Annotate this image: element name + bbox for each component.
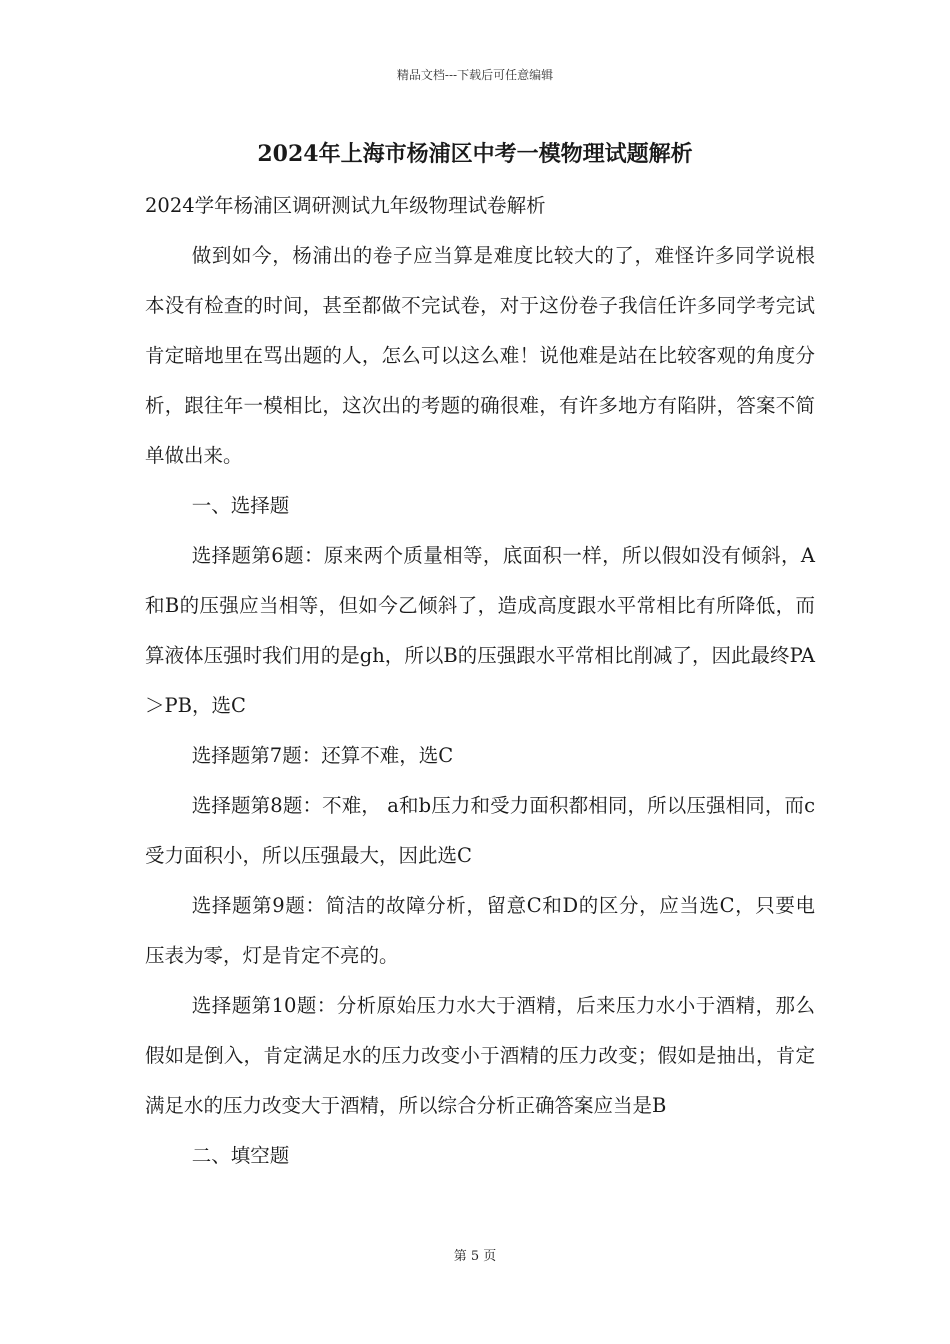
document-body — [145, 181, 815, 1181]
section-heading-fill-in: 二、填空题 — [191, 1144, 290, 1167]
question-7-paragraph: 选择题第7题：还算不难，选C — [191, 744, 454, 767]
page-number: 第 5 页 — [453, 1249, 497, 1264]
subtitle-paragraph: 2024学年杨浦区调研测试九年级物理试卷解析 — [145, 194, 546, 217]
intro-paragraph: 做到如今，杨浦出的卷子应当算是难度比较大的了，难怪许多同学说根本没有检查的时间，甚至都做不完试卷，对于这份卷子我信任许多同学考完试肯定暗地里在骂出题的人，怎么可以这么难！说他难是站在比较客观的角度分析，跟往年一模相比，这次出的考题的确很难，有许多地方有陷阱，答案不简单做出来。 — [145, 244, 815, 467]
section-heading-multiple-choice: 一、选择题 — [191, 494, 290, 517]
document-title: 2024年上海市杨浦区中考一模物理试题解析 — [257, 141, 693, 167]
question-10-paragraph: 选择题第10题：分析原始压力水大于酒精，后来压力水小于酒精，那么假如是倒入，肯定满足水的压力改变小于酒精的压力改变；假如是抽出，肯定满足水的压力改变大于酒精，所以综合分析正确答案应当是B — [145, 994, 815, 1117]
question-6-paragraph: 选择题第6题：原来两个质量相等，底面积一样，所以假如没有倾斜，A和B的压强应当相等，但如今乙倾斜了，造成高度跟水平常相比有所降低，而算液体压强时我们用的是gh，所以B的压强跟水平常相比削减了，因此最终PA＞PB，选C — [145, 544, 815, 717]
question-9-paragraph: 选择题第9题：简洁的故障分析，留意C和D的区分，应当选C，只要电压表为零，灯是肯定不亮的。 — [145, 894, 815, 967]
question-8-paragraph: 选择题第8题：不难， a和b压力和受力面积都相同，所以压强相同，而c受力面积小，所以压强最大，因此选C — [145, 794, 815, 867]
page-header: 精品文档---下载后可任意编辑 — [396, 68, 554, 82]
